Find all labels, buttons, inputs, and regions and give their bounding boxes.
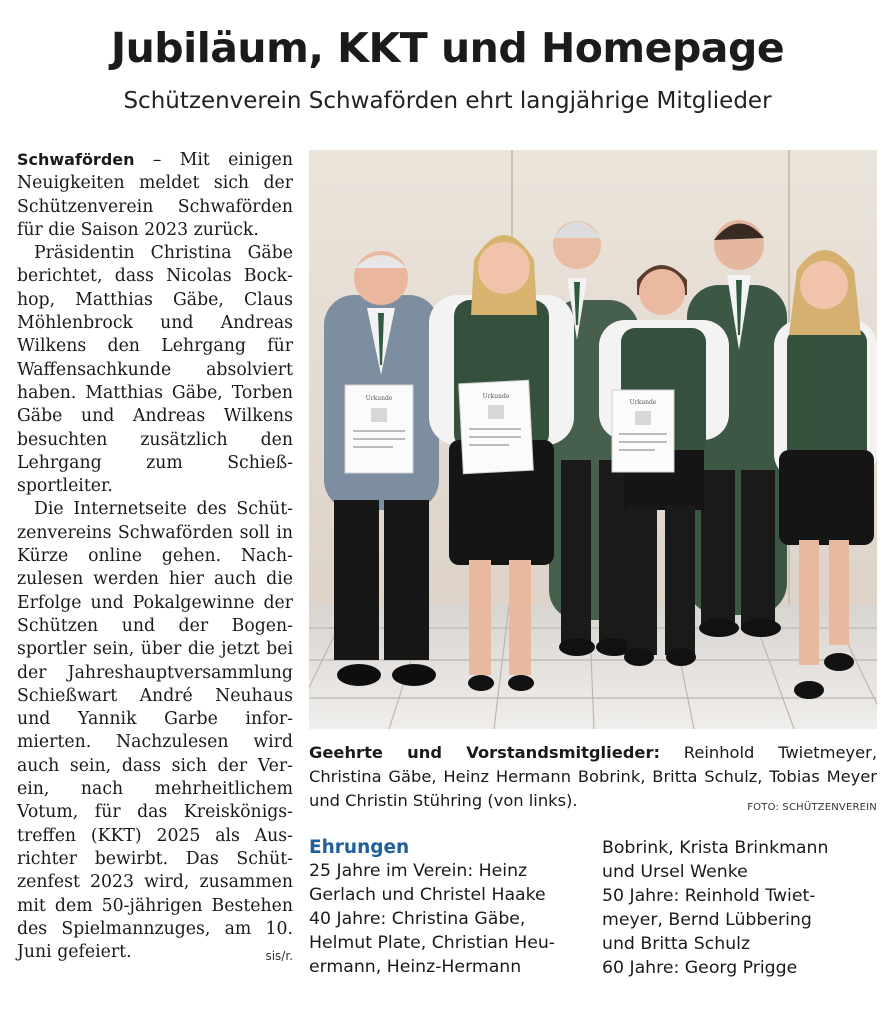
ehrungen-line: Gerlach und Christel Haake xyxy=(309,885,546,905)
certificate-3 xyxy=(612,390,674,472)
article-paragraph-2: Präsidentin Christina Gäbe berichtet, dass Nicolas Bockhop, Matthias Gäbe, Claus Möhlenbrock und Andreas Wilkens den Lehrgang für Waffensachkunde absolviert haben. Matthias Gäbe, Torben Gäbe und Andreas Wilkens besuchten zusätzlich den Lehrgang zum Schießsportleiter. xyxy=(17,243,293,497)
ehrungen-line: 50 Jahre: Reinhold Twiet- xyxy=(602,886,816,906)
ehrungen-line: und Britta Schulz xyxy=(602,934,751,954)
article-body xyxy=(17,148,293,968)
ehrungen-line: 40 Jahre: Christina Gäbe, xyxy=(309,909,526,929)
paragraph-1-text: – Mit einigen Neuigkeiten meldet sich der Schützenverein Schwaförden für die Saison 2023 zurück. xyxy=(17,150,293,240)
certificate-1-title: Urkunde xyxy=(365,395,393,402)
ehrungen-column-2 xyxy=(602,836,877,980)
ehrungen-line: 25 Jahre im Verein: Heinz xyxy=(309,861,528,881)
certificate-2-title: Urkunde xyxy=(482,393,510,400)
caption-label: Geehrte und Vorstandsmitglieder: xyxy=(309,743,660,762)
ehrungen-line: 60 Jahre: Georg Prigge xyxy=(602,958,798,978)
photo-credit: FOTO: SCHÜTZENVEREIN xyxy=(747,802,877,813)
article-paragraph-3 xyxy=(17,498,293,964)
author-signature: sis/r. xyxy=(265,949,293,964)
ehrungen-line: Helmut Plate, Christian Heu- xyxy=(309,933,556,953)
ehrungen-line: Bobrink, Krista Brinkmann xyxy=(602,838,829,858)
caption-text: Reinhold Twietmeyer, Christina Gäbe, Heinz Hermann Bobrink, Britta Schulz, Tobias Meyer und Christin Stühring (von links). xyxy=(309,743,877,810)
certificate-1 xyxy=(345,385,413,473)
certificate-2 xyxy=(459,380,534,474)
ehrungen-line: ermann, Heinz-Hermann xyxy=(309,957,522,977)
paragraph-3-text: Die Internetseite des Schützenvereins Schwaförden soll in Kürze online gehen. Nachzulesen werden hier auch die Erfolge und Pokalgewinne der Schützen und der Bogensportler sein, über die jetzt bei der Jahreshauptversammlung Schießwart André Neuhaus und Yannik Garbe informierten. Nachzulesen wird auch sein, dass sich der Verein, nach mehrheitlichem Votum, für das Kreiskönigstreffen (KKT) 2025 als Ausrichter bewirbt. Das Schützenfest 2023 wird, zusammen mit dem 50-jährigen Bestehen des Spielmannzuges, am 10. Juni gefeiert. xyxy=(17,499,293,963)
ehrungen-heading: Ehrungen xyxy=(309,837,410,858)
certificate-3-title: Urkunde xyxy=(629,399,657,406)
subheadline: Schützenverein Schwaförden ehrt langjährige Mitglieder xyxy=(123,88,772,114)
article-paragraph-1 xyxy=(17,148,293,242)
dateline: Schwaförden xyxy=(17,150,135,169)
photo-caption xyxy=(309,741,877,820)
group-photo xyxy=(309,150,877,729)
headline: Jubiläum, KKT und Homepage xyxy=(110,24,785,72)
ehrungen-column-1 xyxy=(309,836,592,979)
ehrungen-line: und Ursel Wenke xyxy=(602,862,748,882)
ehrungen-line: meyer, Bernd Lübbering xyxy=(602,910,812,930)
